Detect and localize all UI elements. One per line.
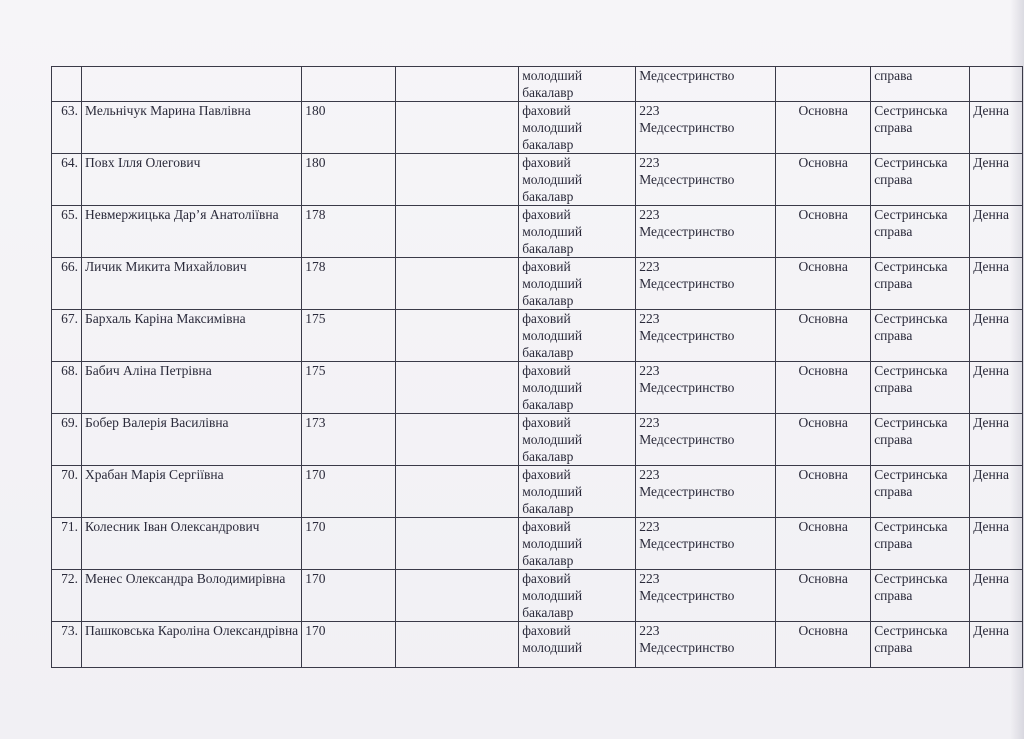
education-level-line: молодший [522,68,583,83]
education-level-line: бакалавр [522,85,574,100]
basis-cell: Основна [776,570,871,622]
specialty-cell [636,362,776,414]
education-level-line: молодший [522,328,583,343]
specialty-line: Медсестринство [639,484,735,499]
education-level-cell [519,102,636,154]
applicant-name-cell: Личик Микита Михайлович [82,258,302,310]
education-level-cell [519,518,636,570]
education-level-line: бакалавр [522,605,574,620]
specialty-line: Медсестринство [639,588,735,603]
program-cell [871,310,970,362]
study-form-cell: Денна [970,518,1023,570]
extra-cell [396,310,519,362]
row-number-cell [52,67,82,102]
extra-cell [396,414,519,466]
education-level-line: фаховий [522,467,571,482]
program-line: справа [874,328,913,343]
study-form-cell: Денна [970,154,1023,206]
score-cell: 170 [302,466,396,518]
education-level-cell [519,570,636,622]
study-form-cell: Денна [970,622,1023,668]
score-cell: 175 [302,310,396,362]
score-cell: 178 [302,206,396,258]
specialty-cell [636,570,776,622]
program-line: справа [874,484,913,499]
education-level-line: бакалавр [522,293,574,308]
specialty-cell [636,67,776,102]
table-row [52,310,1023,362]
education-level-line: молодший [522,380,583,395]
applicant-name-cell: Невмержицька Дар’я Анатоліївна [82,206,302,258]
program-cell [871,258,970,310]
education-level-cell [519,414,636,466]
program-line: справа [874,640,913,655]
program-cell [871,518,970,570]
score-cell: 173 [302,414,396,466]
specialty-line: Медсестринство [639,640,735,655]
program-line: Сестринська [874,363,948,378]
education-level-line: молодший [522,276,583,291]
applicant-name-cell [82,67,302,102]
program-line: справа [874,276,913,291]
row-number-cell: 67. [52,310,82,362]
education-level-cell [519,67,636,102]
education-level-line: молодший [522,536,583,551]
specialty-line: 223 [639,363,660,378]
program-cell [871,102,970,154]
education-level-line: фаховий [522,155,571,170]
specialty-line: 223 [639,415,660,430]
program-cell [871,206,970,258]
program-line: справа [874,588,913,603]
extra-cell [396,518,519,570]
education-level-line: молодший [522,588,583,603]
extra-cell [396,67,519,102]
program-line: справа [874,380,913,395]
program-cell [871,622,970,668]
program-cell [871,414,970,466]
program-line: справа [874,536,913,551]
score-cell: 178 [302,258,396,310]
extra-cell [396,258,519,310]
education-level-cell [519,362,636,414]
education-level-cell [519,154,636,206]
education-level-line: бакалавр [522,189,574,204]
table-row [52,466,1023,518]
table-row [52,102,1023,154]
specialty-line: Медсестринство [639,224,735,239]
specialty-line: Медсестринство [639,328,735,343]
table-row [52,258,1023,310]
education-level-line: фаховий [522,571,571,586]
education-level-line: молодший [522,172,583,187]
education-level-line: молодший [522,640,583,655]
program-line: Сестринська [874,311,948,326]
program-line: справа [874,68,913,83]
row-number-cell: 69. [52,414,82,466]
basis-cell: Основна [776,310,871,362]
specialty-cell [636,466,776,518]
basis-cell: Основна [776,518,871,570]
education-level-line: бакалавр [522,137,574,152]
table-row [52,622,1023,668]
education-level-cell [519,258,636,310]
applicant-name-cell: Повх Ілля Олегович [82,154,302,206]
program-line: Сестринська [874,103,948,118]
program-line: Сестринська [874,571,948,586]
study-form-cell [970,67,1023,102]
extra-cell [396,154,519,206]
education-level-line: фаховий [522,103,571,118]
study-form-cell: Денна [970,466,1023,518]
specialty-line: Медсестринство [639,432,735,447]
row-number-cell: 73. [52,622,82,668]
education-level-line: бакалавр [522,241,574,256]
education-level-line: молодший [522,432,583,447]
basis-cell: Основна [776,206,871,258]
extra-cell [396,622,519,668]
row-number-cell: 64. [52,154,82,206]
applicant-name-cell: Бархаль Каріна Максимівна [82,310,302,362]
program-line: Сестринська [874,207,948,222]
specialty-cell [636,414,776,466]
specialty-line: Медсестринство [639,276,735,291]
education-level-line: бакалавр [522,501,574,516]
specialty-line: Медсестринство [639,172,735,187]
applicants-table [51,66,1023,668]
basis-cell: Основна [776,414,871,466]
program-cell [871,570,970,622]
basis-cell: Основна [776,622,871,668]
specialty-line: 223 [639,571,660,586]
program-line: справа [874,172,913,187]
row-number-cell: 72. [52,570,82,622]
score-cell: 170 [302,622,396,668]
study-form-cell: Денна [970,570,1023,622]
specialty-line: 223 [639,623,660,638]
score-cell: 180 [302,154,396,206]
study-form-cell: Денна [970,258,1023,310]
program-cell [871,362,970,414]
basis-cell: Основна [776,466,871,518]
specialty-cell [636,310,776,362]
row-number-cell: 65. [52,206,82,258]
applicant-name-cell: Храбан Марія Сергіївна [82,466,302,518]
table-row [52,206,1023,258]
education-level-line: молодший [522,224,583,239]
applicants-table-body [52,67,1023,668]
specialty-line: Медсестринство [639,120,735,135]
extra-cell [396,362,519,414]
table-row [52,518,1023,570]
program-line: Сестринська [874,259,948,274]
specialty-line: 223 [639,155,660,170]
applicant-name-cell: Менес Олександра Володимирівна [82,570,302,622]
program-line: Сестринська [874,519,948,534]
education-level-line: фаховий [522,623,571,638]
applicant-name-cell: Мельнічук Марина Павлівна [82,102,302,154]
education-level-cell [519,206,636,258]
specialty-line: Медсестринство [639,536,735,551]
score-cell [302,67,396,102]
education-level-line: бакалавр [522,449,574,464]
specialty-line: Медсестринство [639,380,735,395]
program-line: Сестринська [874,467,948,482]
program-line: справа [874,432,913,447]
study-form-cell: Денна [970,206,1023,258]
basis-cell [776,67,871,102]
education-level-line: фаховий [522,207,571,222]
basis-cell: Основна [776,258,871,310]
program-line: Сестринська [874,155,948,170]
basis-cell: Основна [776,362,871,414]
program-cell [871,154,970,206]
applicant-name-cell: Пашковська Кароліна Олександрівна [82,622,302,668]
table-row-continued [52,67,1023,102]
score-cell: 170 [302,570,396,622]
study-form-cell: Денна [970,102,1023,154]
specialty-cell [636,102,776,154]
specialty-cell [636,622,776,668]
specialty-cell [636,206,776,258]
extra-cell [396,102,519,154]
table-row [52,570,1023,622]
row-number-cell: 70. [52,466,82,518]
applicant-name-cell: Колесник Іван Олександрович [82,518,302,570]
education-level-line: бакалавр [522,397,574,412]
extra-cell [396,206,519,258]
education-level-cell [519,622,636,668]
education-level-cell [519,310,636,362]
table-row [52,362,1023,414]
extra-cell [396,570,519,622]
education-level-line: бакалавр [522,553,574,568]
basis-cell: Основна [776,102,871,154]
program-cell [871,67,970,102]
specialty-line: 223 [639,259,660,274]
specialty-line: Медсестринство [639,68,735,83]
row-number-cell: 63. [52,102,82,154]
study-form-cell: Денна [970,362,1023,414]
row-number-cell: 71. [52,518,82,570]
program-line: Сестринська [874,623,948,638]
specialty-line: 223 [639,207,660,222]
applicant-name-cell: Бабич Аліна Петрівна [82,362,302,414]
education-level-line: фаховий [522,415,571,430]
row-number-cell: 66. [52,258,82,310]
education-level-line: бакалавр [522,345,574,360]
table-row [52,414,1023,466]
education-level-line: фаховий [522,519,571,534]
education-level-line: фаховий [522,311,571,326]
specialty-line: 223 [639,311,660,326]
program-line: справа [874,120,913,135]
score-cell: 175 [302,362,396,414]
specialty-line: 223 [639,467,660,482]
program-line: Сестринська [874,415,948,430]
education-level-line: молодший [522,484,583,499]
study-form-cell: Денна [970,310,1023,362]
program-line: справа [874,224,913,239]
basis-cell: Основна [776,154,871,206]
specialty-line: 223 [639,103,660,118]
score-cell: 180 [302,102,396,154]
education-level-line: фаховий [522,259,571,274]
score-cell: 170 [302,518,396,570]
program-cell [871,466,970,518]
education-level-line: молодший [522,120,583,135]
specialty-cell [636,154,776,206]
row-number-cell: 68. [52,362,82,414]
education-level-line: фаховий [522,363,571,378]
education-level-cell [519,466,636,518]
specialty-line: 223 [639,519,660,534]
extra-cell [396,466,519,518]
study-form-cell: Денна [970,414,1023,466]
table-row [52,154,1023,206]
specialty-cell [636,518,776,570]
applicant-name-cell: Бобер Валерія Василівна [82,414,302,466]
specialty-cell [636,258,776,310]
